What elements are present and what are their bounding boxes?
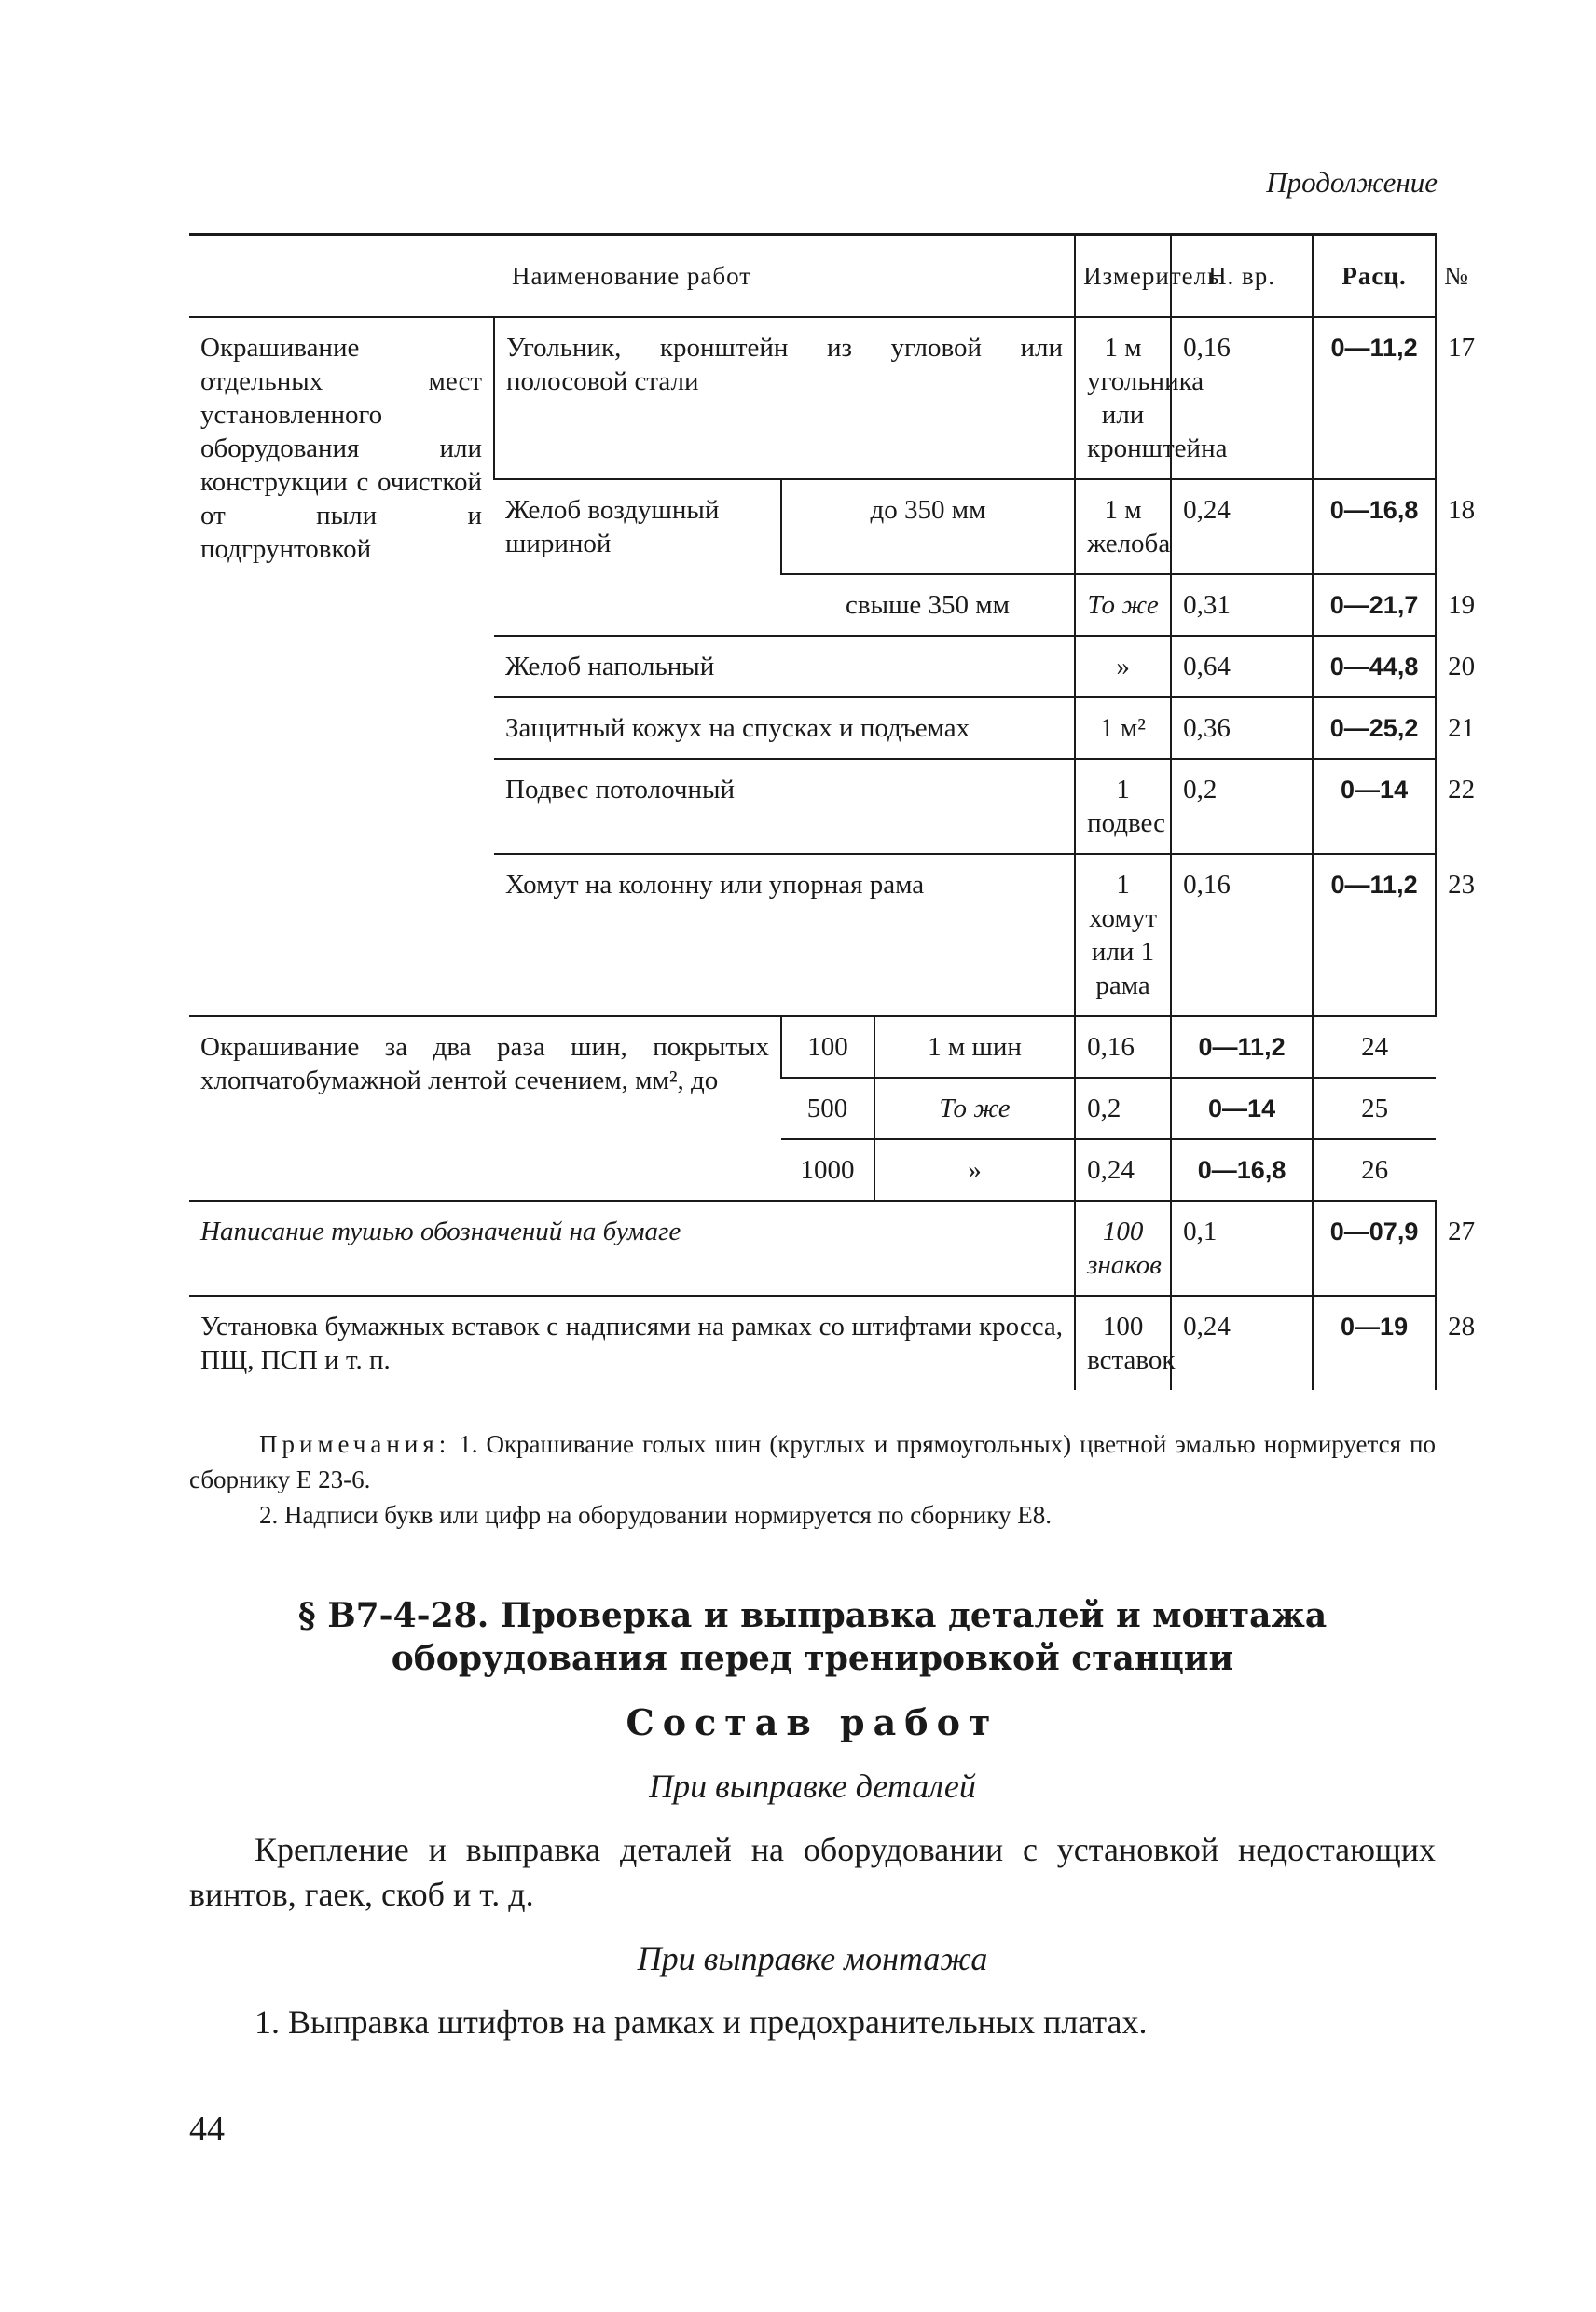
row-norm: 0,24	[1171, 479, 1313, 574]
header-norm: Н. вр.	[1171, 235, 1313, 318]
row-subitem: свыше 350 мм	[781, 574, 1075, 636]
table-row: свыше 350 мм То же 0,31 0—21,7 19	[189, 574, 1436, 636]
notes-label: Примечания:	[259, 1430, 451, 1458]
row-norm: 0,16	[1171, 317, 1313, 479]
table-row: Хомут на колонну или упорная рама 1 хомут или 1 рама 0,16 0—11,2 23	[189, 854, 1436, 1016]
composition-heading: Состав работ	[626, 1701, 999, 1743]
table-row	[189, 1016, 1436, 1078]
row-rate: 0—44,8	[1313, 636, 1436, 697]
row-norm: 0,16	[1171, 854, 1313, 1016]
row-rate: 0—11,2	[1171, 1016, 1313, 1078]
row-unit: 100 знаков	[1075, 1201, 1171, 1296]
row-unit: »	[1075, 636, 1171, 697]
row-norm: 0,31	[1171, 574, 1313, 636]
mount-heading: При выправке монтажа	[637, 1940, 988, 1977]
norms-table	[189, 233, 1476, 1390]
row-rate: 0—11,2	[1313, 317, 1436, 479]
group-label: Окрашивание отдельных мест установленного оборудования или конструкции с очисткой от пыли и подгрунтовкой	[200, 333, 482, 564]
group-label: Окрашивание за два раза шин, покрытых хлопчатобумажной лентой сечением, мм², до	[189, 1016, 781, 1201]
row-norm: 0,24	[1075, 1139, 1171, 1201]
table-row: Желоб воздушный шириной до 350 мм 1 м желоба 0,24 0—16,8 18	[189, 479, 1436, 574]
row-item: Хомут на колонну или упорная рама	[494, 854, 1075, 1016]
row-rate: 0—07,9	[1313, 1201, 1436, 1296]
row-unit: 1 подвес	[1075, 759, 1171, 854]
table-row: Установка бумажных вставок с надписями на рамках со штифтами кросса, ПЩ, ПСП и т. п. 100 вставок 0,24 0—19 28	[189, 1296, 1436, 1390]
section-title-line-2: оборудования перед тренировкой станции	[391, 1639, 1234, 1678]
row-rate: 0—14	[1313, 759, 1436, 854]
notes	[189, 1426, 1436, 1533]
details-heading: При выправке деталей	[649, 1768, 976, 1805]
row-norm: 0,2	[1075, 1078, 1171, 1139]
continuation-label: Продолжение	[1266, 166, 1438, 199]
row-unit: 1 м²	[1075, 697, 1171, 759]
row-item: Подвес потолочный	[494, 759, 1075, 854]
row-rate: 0—21,7	[1313, 574, 1436, 636]
row-norm: 0,1	[1171, 1201, 1313, 1296]
row-unit: 1 м угольника или кронштейна	[1075, 317, 1171, 479]
table-row: Подвес потолочный 1 подвес 0,2 0—14 22	[189, 759, 1436, 854]
row-unit: 1 хомут или 1 рама	[1075, 854, 1171, 1016]
row-size: 100	[781, 1016, 874, 1078]
table-row: Желоб напольный » 0,64 0—44,8 20	[189, 636, 1436, 697]
row-norm: 0,24	[1171, 1296, 1313, 1390]
row-item: Угольник, кронштейн из угловой или полосовой стали	[494, 317, 1075, 479]
row-rate: 0—11,2	[1313, 854, 1436, 1016]
note-1	[189, 1426, 1436, 1497]
section-title-line-1: § В7-4-28. Проверка и выправка деталей и монтажа	[297, 1596, 1328, 1635]
row-norm: 0,16	[1075, 1016, 1171, 1078]
page-number: 44	[189, 2110, 225, 2149]
section-title	[189, 1594, 1436, 1680]
row-rate: 0—25,2	[1313, 697, 1436, 759]
table-row: Защитный кожух на спусках и подъемах 1 м² 0,36 0—25,2 21	[189, 697, 1436, 759]
row-item: Защитный кожух на спусках и подъемах	[494, 697, 1075, 759]
row-unit: 100 вставок	[1075, 1296, 1171, 1390]
row-subitem: до 350 мм	[781, 479, 1075, 574]
row-unit: 1 м желоба	[1075, 479, 1171, 574]
note-1-text: 1. Окрашивание голых шин (круглых и прямоугольных) цветной эмалью нормируется по сборнику Е 23-6.	[189, 1430, 1437, 1493]
row-unit: »	[874, 1139, 1075, 1201]
table-row: Написание тушью обозначений на бумаге 100 знаков 0,1 0—07,9 27	[189, 1201, 1436, 1296]
header-unit: Измеритель	[1075, 235, 1171, 318]
row-norm: 0,2	[1171, 759, 1313, 854]
row-norm: 0,64	[1171, 636, 1313, 697]
details-paragraph: Крепление и выправка деталей на оборудовании с установкой недостающих винтов, гаек, скоб и т. д.	[189, 1831, 1436, 1913]
row-rate: 0—16,8	[1171, 1139, 1313, 1201]
note-2: 2. Надписи букв или цифр на оборудовании нормируется по сборнику Е8.	[259, 1501, 1052, 1529]
row-size: 500	[781, 1078, 874, 1139]
row-no: 24	[1313, 1016, 1436, 1078]
row-name: Написание тушью обозначений на бумаге	[189, 1201, 1075, 1296]
row-rate: 0—16,8	[1313, 479, 1436, 574]
mount-item-1: 1. Выправка штифтов на рамках и предохранительных платах.	[255, 2003, 1148, 2041]
row-unit: То же	[874, 1078, 1075, 1139]
row-unit: 1 м шин	[874, 1016, 1075, 1078]
row-norm: 0,36	[1171, 697, 1313, 759]
row-rate: 0—19	[1313, 1296, 1436, 1390]
header-rate: Расц.	[1313, 235, 1436, 318]
row-item: Желоб напольный	[494, 636, 1075, 697]
header-name: Наименование работ	[189, 235, 1075, 318]
row-rate: 0—14	[1171, 1078, 1313, 1139]
row-name: Установка бумажных вставок с надписями на рамках со штифтами кросса, ПЩ, ПСП и т. п.	[189, 1296, 1075, 1390]
row-size: 1000	[781, 1139, 874, 1201]
row-no: 25	[1313, 1078, 1436, 1139]
table-header-row: Наименование работ Измеритель Н. вр. Расц. №	[189, 235, 1436, 318]
table-row: Окрашивание отдельных мест установленного оборудования или конструкции с очисткой от пыли и подгрунтовкой Угольник, кронштейн из угловой или полосовой стали 1 м угольника или кронштейна 0,16 0—11,2 17	[189, 317, 1436, 479]
row-item: Желоб воздушный шириной	[494, 479, 781, 636]
row-unit: То же	[1075, 574, 1171, 636]
row-no: 26	[1313, 1139, 1436, 1201]
